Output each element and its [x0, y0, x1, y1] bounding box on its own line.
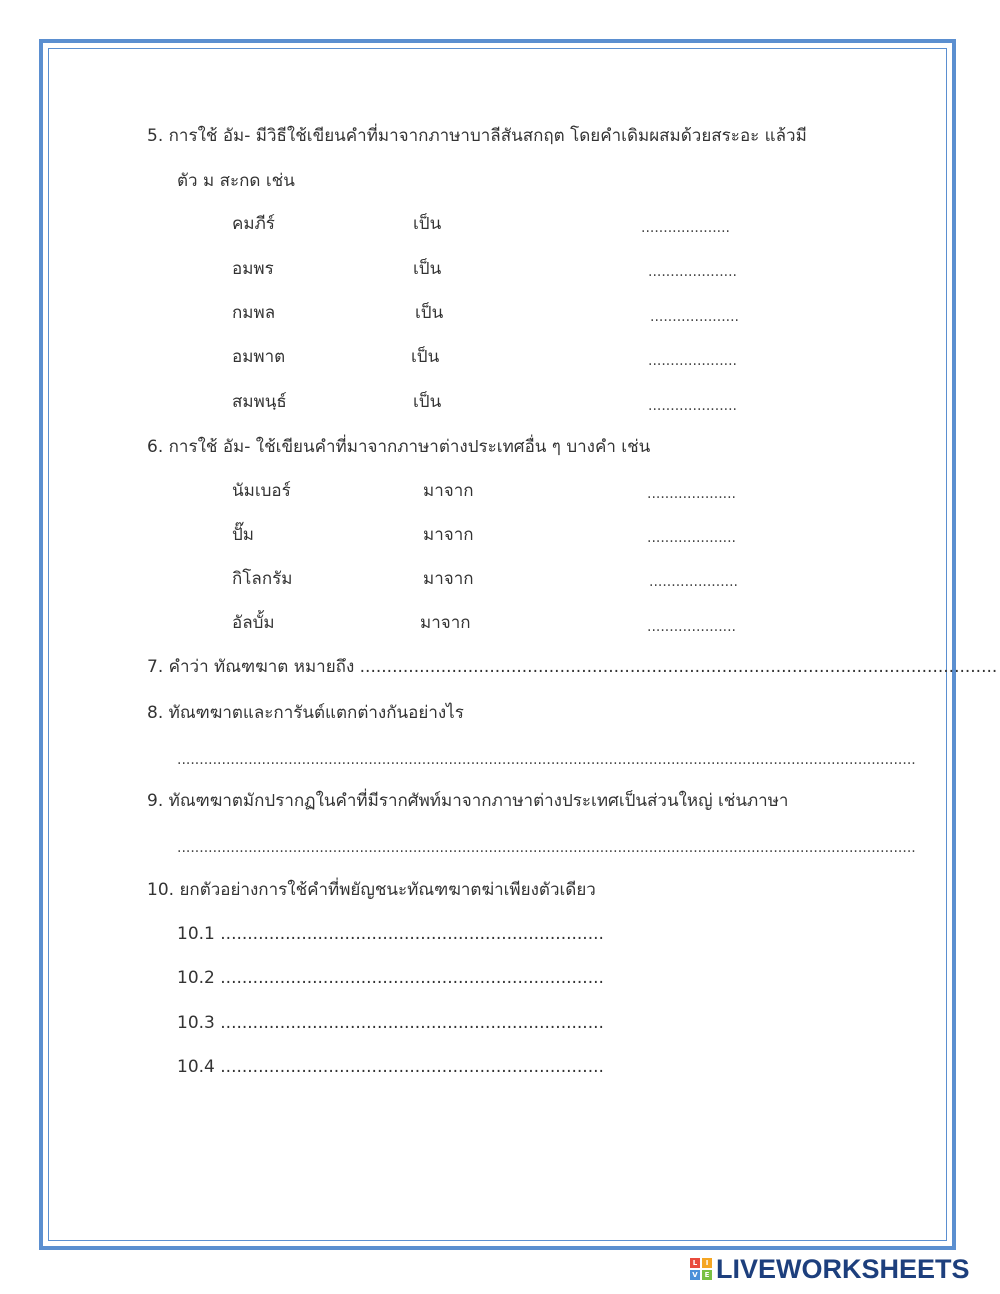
q5-item-word: สมพนฺธ์ [232, 392, 287, 412]
q5-item-word: คมภีร์ [232, 214, 275, 234]
q6-answer-blank[interactable]: .................... [647, 486, 737, 502]
q5-item-connector: เป็น [413, 392, 442, 412]
q8-answer-line[interactable]: ...................................................................................................................................................................... [177, 752, 916, 768]
q7-line[interactable]: 7. คำว่า ทัณฑฆาต หมายถึง ...................................................................................................................... [147, 657, 998, 677]
q6-answer-blank[interactable]: .................... [647, 619, 737, 635]
q5-item-connector: เป็น [413, 214, 442, 234]
q10-sub-answer[interactable]: 10.1 ....................................................................... [177, 924, 604, 944]
q10-sub-answer[interactable]: 10.3 ....................................................................... [177, 1013, 604, 1033]
q5-item-connector: เป็น [411, 347, 440, 367]
q10-sub-answer[interactable]: 10.4 ....................................................................... [177, 1057, 604, 1077]
logo-letter: I [702, 1258, 712, 1268]
q5-item-connector: เป็น [415, 303, 444, 323]
q9-answer-line[interactable]: ...................................................................................................................................................................... [177, 840, 916, 856]
q6-item-word: นัมเบอร์ [232, 481, 291, 501]
q10-sub-answer[interactable]: 10.2 ....................................................................... [177, 968, 604, 988]
q5-answer-blank[interactable]: .................... [648, 264, 738, 280]
q6-answer-blank[interactable]: .................... [649, 574, 739, 590]
q9-line: 9. ทัณฑฆาตมักปรากฏในคำที่มีรากศัพท์มาจากภาษาต่างประเทศเป็นส่วนใหญ่ เช่นภาษา [147, 791, 789, 811]
logo-letter: V [690, 1270, 700, 1280]
q6-item-connector: มาจาก [420, 613, 471, 633]
q5-item-word: กมพล [232, 303, 276, 323]
q5-line1: 5. การใช้ อัม- มีวิธีใช้เขียนคำที่มาจากภาษาบาลีสันสกฤต โดยคำเดิมผสมด้วยสระอะ แล้วมี [147, 126, 807, 146]
q10-line: 10. ยกตัวอย่างการใช้คำที่พยัญชนะทัณฑฆาตฆ่าเพียงตัวเดียว [147, 880, 596, 900]
q5-answer-blank[interactable]: .................... [648, 353, 738, 369]
q6-item-word: อัลบั้ม [232, 613, 275, 633]
q5-line2: ตัว ม สะกด เช่น [177, 171, 295, 191]
q6-item-connector: มาจาก [423, 525, 474, 545]
liveworksheets-brand: LIVEWORKSHEETS [716, 1253, 970, 1284]
q6-line: 6. การใช้ อัม- ใช้เขียนคำที่มาจากภาษาต่างประเทศอื่น ๆ บางคำ เช่น [147, 437, 651, 457]
q6-item-connector: มาจาก [423, 481, 474, 501]
q6-answer-blank[interactable]: .................... [647, 530, 737, 546]
q5-item-word: อมพาต [232, 347, 286, 367]
liveworksheets-footer [690, 1254, 970, 1284]
q5-item-connector: เป็น [413, 259, 442, 279]
q6-item-word: กิโลกรัม [232, 569, 293, 589]
q5-answer-blank[interactable]: .................... [641, 220, 731, 236]
logo-letter: E [702, 1270, 712, 1280]
q6-item-word: ปั๊ม [232, 525, 254, 545]
liveworksheets-logo-icon [690, 1258, 712, 1280]
q5-answer-blank[interactable]: .................... [650, 309, 740, 325]
q5-answer-blank[interactable]: .................... [648, 398, 738, 414]
logo-letter: L [690, 1258, 700, 1268]
q5-item-word: อมพร [232, 259, 274, 279]
q8-line: 8. ทัณฑฆาตและการันต์แตกต่างกันอย่างไร [147, 703, 464, 723]
q6-item-connector: มาจาก [423, 569, 474, 589]
